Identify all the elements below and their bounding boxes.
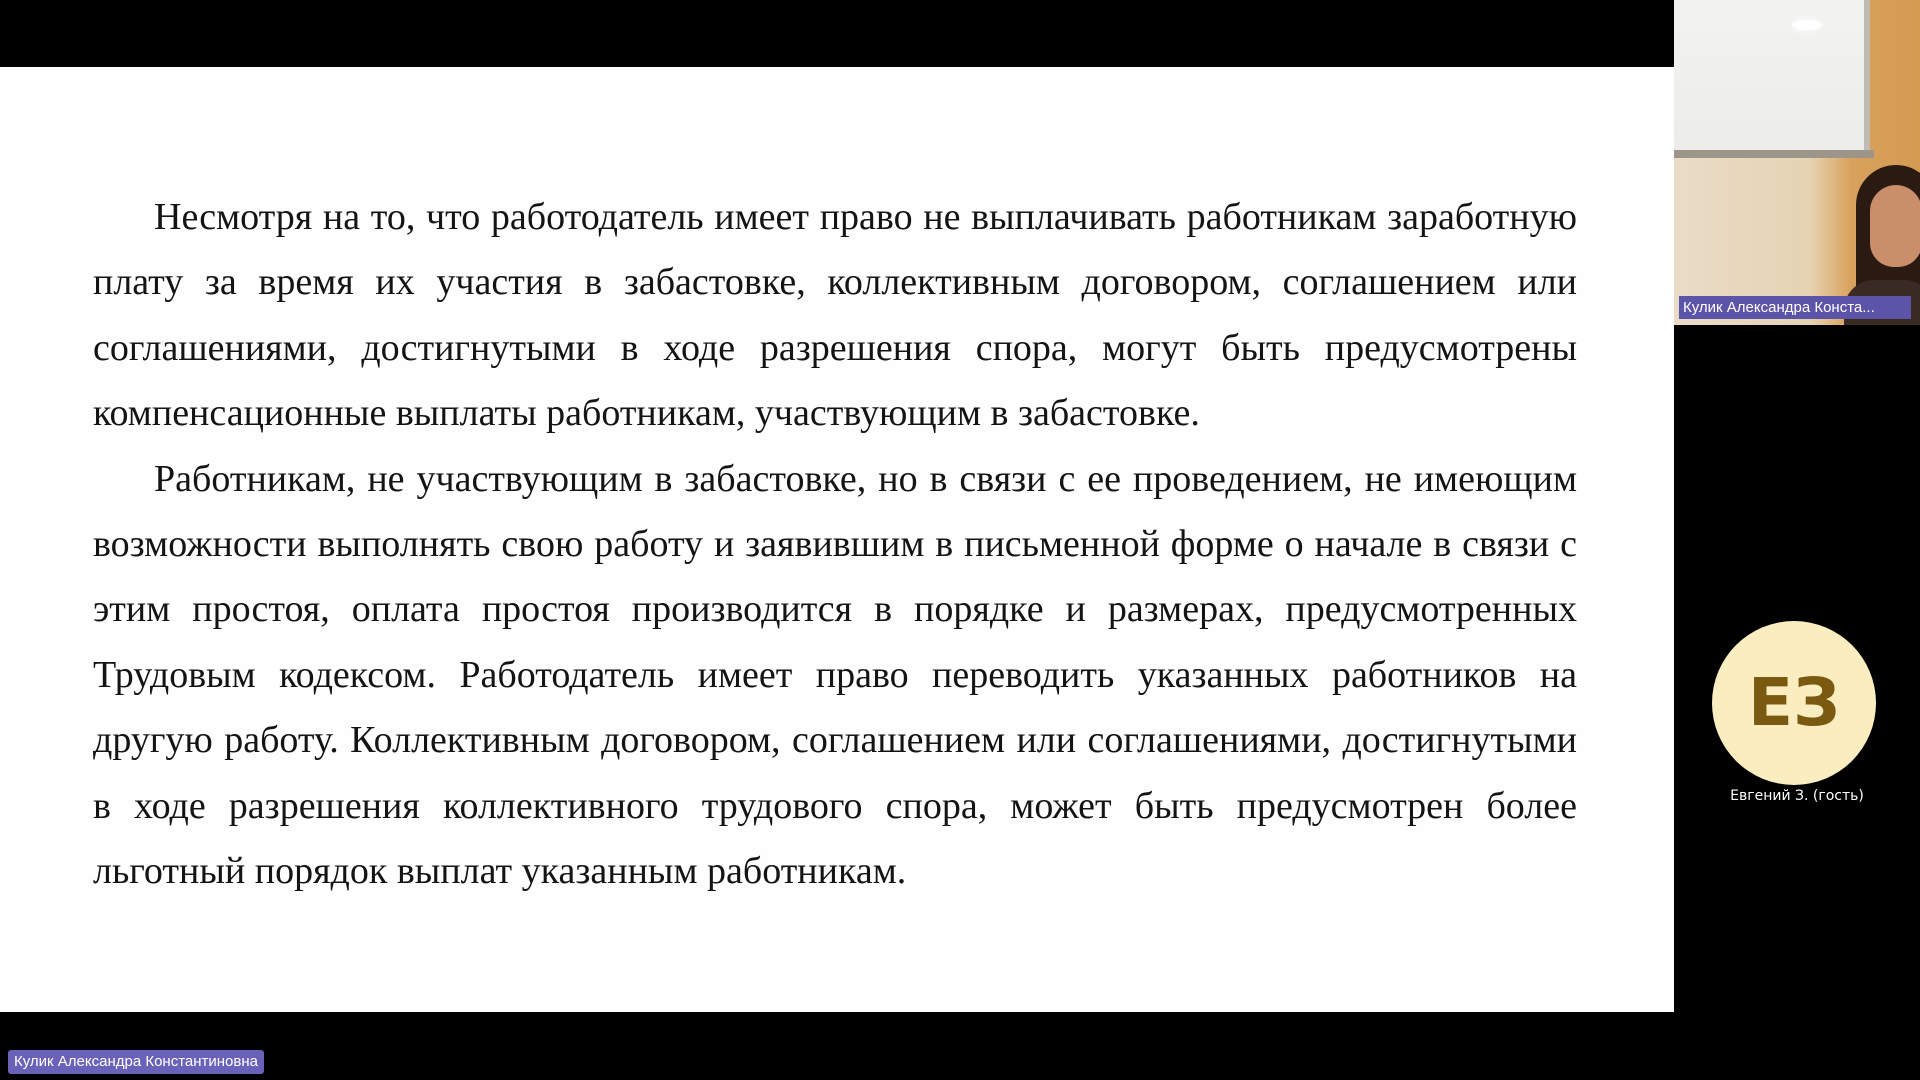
presentation-slide: [0, 67, 1674, 1012]
participant-face: [1870, 185, 1920, 267]
slide-paragraph-1: Несмотря на то, что работодатель имеет право не выплачивать работникам заработную плату за время их участия в забастовке, коллективным договором, соглашением или соглашениями, достигнутыми в ходе разрешения спора, могут быть предусмотрены компенсационные выплаты работникам, участвующим в забастовке.: [93, 196, 1577, 435]
slide-paragraph-2: Работникам, не участвующим в забастовке, но в связи с ее проведением, не имеющим возможности выполнять свою работу и заявившим в письменной форме о начале в связи с этим простоя, оплата простоя производится в порядке и размерах, предусмотренных Трудовым кодексом. Работодатель имеет право переводить указанных работников на другую работу. Коллективным договором, соглашением или соглашениями, достигнутыми в ходе разрешения коллективного трудового спора, может быть предусмотрен более льготный порядок выплат указанным работникам.: [93, 457, 1577, 893]
guest-avatar[interactable]: ЕЗ: [1712, 621, 1876, 785]
whiteboard-tray: [1674, 150, 1874, 158]
participant-video-tile[interactable]: [1674, 0, 1920, 325]
light-reflection: [1792, 20, 1822, 30]
slide-text: [93, 185, 1577, 904]
whiteboard: [1674, 0, 1870, 156]
participant-name-tag: Кулик Александра Конста...: [1679, 296, 1911, 319]
participants-panel: [1674, 0, 1920, 1080]
guest-name-label: Евгений З. (гость): [1730, 788, 1864, 804]
presenter-name-tag: Кулик Александра Константиновна: [8, 1050, 264, 1074]
